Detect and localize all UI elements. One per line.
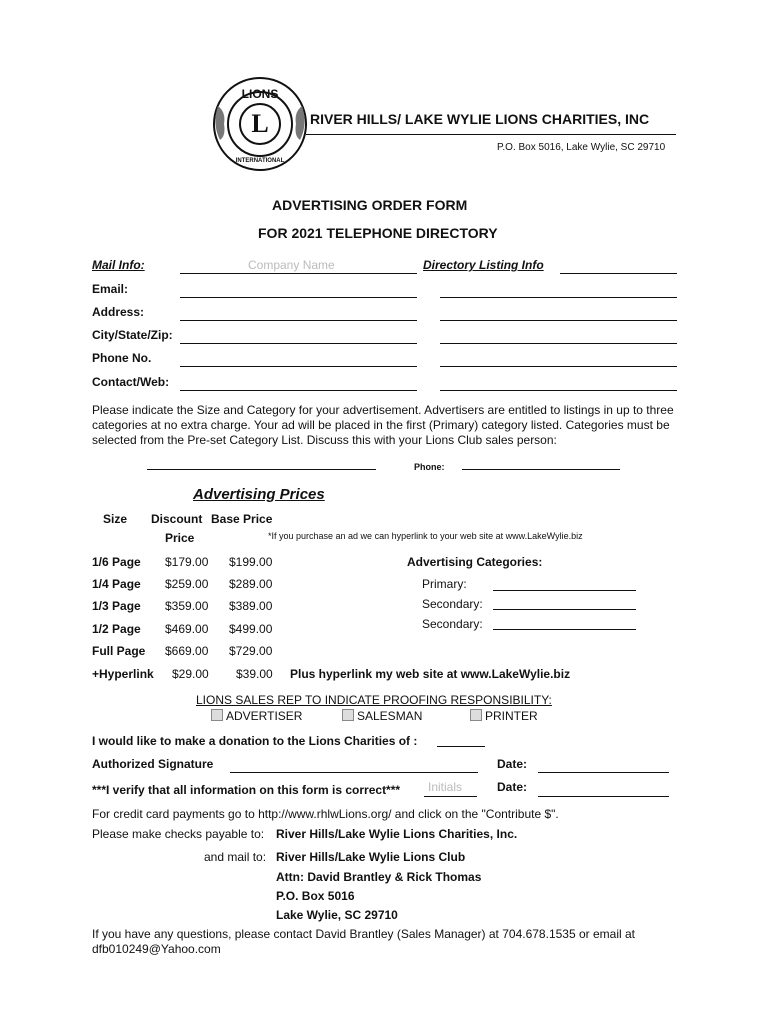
address-field[interactable] <box>180 320 417 321</box>
city-state-zip-label: City/State/Zip: <box>92 328 173 342</box>
org-name: RIVER HILLS/ LAKE WYLIE LIONS CHARITIES, INC <box>310 111 650 127</box>
contact-web-label: Contact/Web: <box>92 375 170 389</box>
col-discount-header-2: Price <box>165 531 195 545</box>
mail-line: Lake Wylie, SC 29710 <box>276 908 398 922</box>
mail-line: Attn: David Brantley & Rick Thomas <box>276 870 482 884</box>
mail-line: P.O. Box 5016 <box>276 889 355 903</box>
row-base: $729.00 <box>229 644 273 658</box>
donation-text: I would like to make a donation to the Lions Charities of : <box>92 734 418 748</box>
row-discount: $669.00 <box>165 644 209 658</box>
proofing-advertiser[interactable] <box>211 709 302 723</box>
email-field[interactable] <box>180 297 417 298</box>
header-rule <box>306 134 676 135</box>
initials-field[interactable] <box>424 796 477 797</box>
verify-text: ***I verify that all information on this form is correct*** <box>92 783 401 797</box>
mail-to-label: and mail to: <box>204 850 267 864</box>
row-discount: $359.00 <box>165 599 209 613</box>
printer-label: PRINTER <box>485 709 538 723</box>
col-discount-header: Discount <box>151 512 203 526</box>
initials-placeholder: Initials <box>428 780 463 794</box>
col-size-header: Size <box>103 512 128 526</box>
instructions-paragraph: Please indicate the Size and Category for your advertisement. Advertisers are entitled to listings in up to three categories at no extra charge. Your ad will be placed in the first (Primary) category listed. Categories must be selected from the Pre-set Category List. Discuss this with your Lions Club sales person: <box>92 403 674 447</box>
hyperlink-plus-text: Plus hyperlink my web site at www.LakeWylie.biz <box>290 667 571 681</box>
row-size: 1/6 Page <box>92 555 141 569</box>
credit-card-text: For credit card payments go to http://www.rhlwLions.org/ and click on the "Contribute $". <box>92 807 559 821</box>
donation-field[interactable] <box>437 746 485 747</box>
signature-label: Authorized Signature <box>92 757 214 771</box>
phone-no-label: Phone No. <box>92 351 152 365</box>
date-label-1: Date: <box>497 757 528 771</box>
secondary-field-1[interactable] <box>493 609 636 610</box>
col-base-header: Base Price <box>211 512 273 526</box>
hyperlink-note: *If you purchase an ad we can hyperlink to your web site at www.LakeWylie.biz <box>268 531 583 541</box>
secondary-label-2: Secondary: <box>422 617 483 631</box>
secondary-field-2[interactable] <box>493 629 636 630</box>
listing-field-4[interactable] <box>440 366 677 367</box>
listing-field-5[interactable] <box>440 390 677 391</box>
contact-web-field[interactable] <box>180 390 417 391</box>
date-label-2: Date: <box>497 780 528 794</box>
proofing-printer[interactable] <box>470 709 538 723</box>
company-name-placeholder: Company Name <box>248 258 335 272</box>
date-field-2[interactable] <box>538 796 669 797</box>
directory-listing-field[interactable] <box>560 273 677 274</box>
secondary-label-1: Secondary: <box>422 597 483 611</box>
mail-line: River Hills/Lake Wylie Lions Club <box>276 850 466 864</box>
row-base: $499.00 <box>229 622 273 636</box>
advertiser-label: ADVERTISER <box>226 709 303 723</box>
questions-footer: If you have any questions, please contact David Brantley (Sales Manager) at 704.678.1535 or email at dfb010249@Yahoo.com <box>92 927 635 956</box>
lions-logo <box>212 76 308 172</box>
prices-heading: Advertising Prices <box>193 486 325 503</box>
row-base: $389.00 <box>229 599 273 613</box>
listing-field-1[interactable] <box>440 297 677 298</box>
company-name-field[interactable] <box>180 273 417 274</box>
org-address: P.O. Box 5016, Lake Wylie, SC 29710 <box>497 142 666 153</box>
listing-field-3[interactable] <box>440 343 677 344</box>
mail-info-label: Mail Info: <box>92 258 145 272</box>
checks-payee: River Hills/Lake Wylie Lions Charities, Inc. <box>276 827 518 841</box>
row-size: 1/2 Page <box>92 622 141 636</box>
sales-person-field[interactable] <box>147 469 376 470</box>
email-label: Email: <box>92 282 129 296</box>
proofing-salesman[interactable] <box>342 709 422 723</box>
lions-emblem-icon <box>212 76 308 172</box>
categories-heading: Advertising Categories: <box>407 555 543 569</box>
city-state-zip-field[interactable] <box>180 343 417 344</box>
form-title: ADVERTISING ORDER FORM <box>272 197 468 213</box>
phone-no-field[interactable] <box>180 366 417 367</box>
row-discount: $29.00 <box>172 667 209 681</box>
row-size: +Hyperlink <box>92 667 154 681</box>
proofing-heading: LIONS SALES REP TO INDICATE PROOFING RESPONSIBILITY: <box>196 693 552 707</box>
primary-label: Primary: <box>422 577 467 591</box>
logo-text-top: LIONS <box>241 87 279 101</box>
row-base: $199.00 <box>229 555 273 569</box>
printer-checkbox[interactable] <box>470 709 482 721</box>
row-size: 1/4 Page <box>92 577 141 591</box>
row-discount: $469.00 <box>165 622 209 636</box>
logo-letter: L <box>251 109 269 138</box>
form-subtitle: FOR 2021 TELEPHONE DIRECTORY <box>258 225 498 241</box>
checks-label: Please make checks payable to: <box>92 827 265 841</box>
sales-phone-field[interactable] <box>462 469 620 470</box>
phone-label: Phone: <box>414 462 445 472</box>
row-size: 1/3 Page <box>92 599 141 613</box>
signature-field[interactable] <box>230 772 478 773</box>
date-field-1[interactable] <box>538 772 669 773</box>
row-discount: $259.00 <box>165 577 209 591</box>
advertiser-checkbox[interactable] <box>211 709 223 721</box>
logo-text-bottom: INTERNATIONAL <box>235 158 285 164</box>
listing-field-2[interactable] <box>440 320 677 321</box>
row-discount: $179.00 <box>165 555 209 569</box>
row-size: Full Page <box>92 644 146 658</box>
salesman-checkbox[interactable] <box>342 709 354 721</box>
directory-listing-label: Directory Listing Info <box>423 258 544 272</box>
salesman-label: SALESMAN <box>357 709 423 723</box>
primary-field[interactable] <box>493 590 636 591</box>
row-base: $289.00 <box>229 577 273 591</box>
row-base: $39.00 <box>236 667 273 681</box>
address-label: Address: <box>92 305 145 319</box>
